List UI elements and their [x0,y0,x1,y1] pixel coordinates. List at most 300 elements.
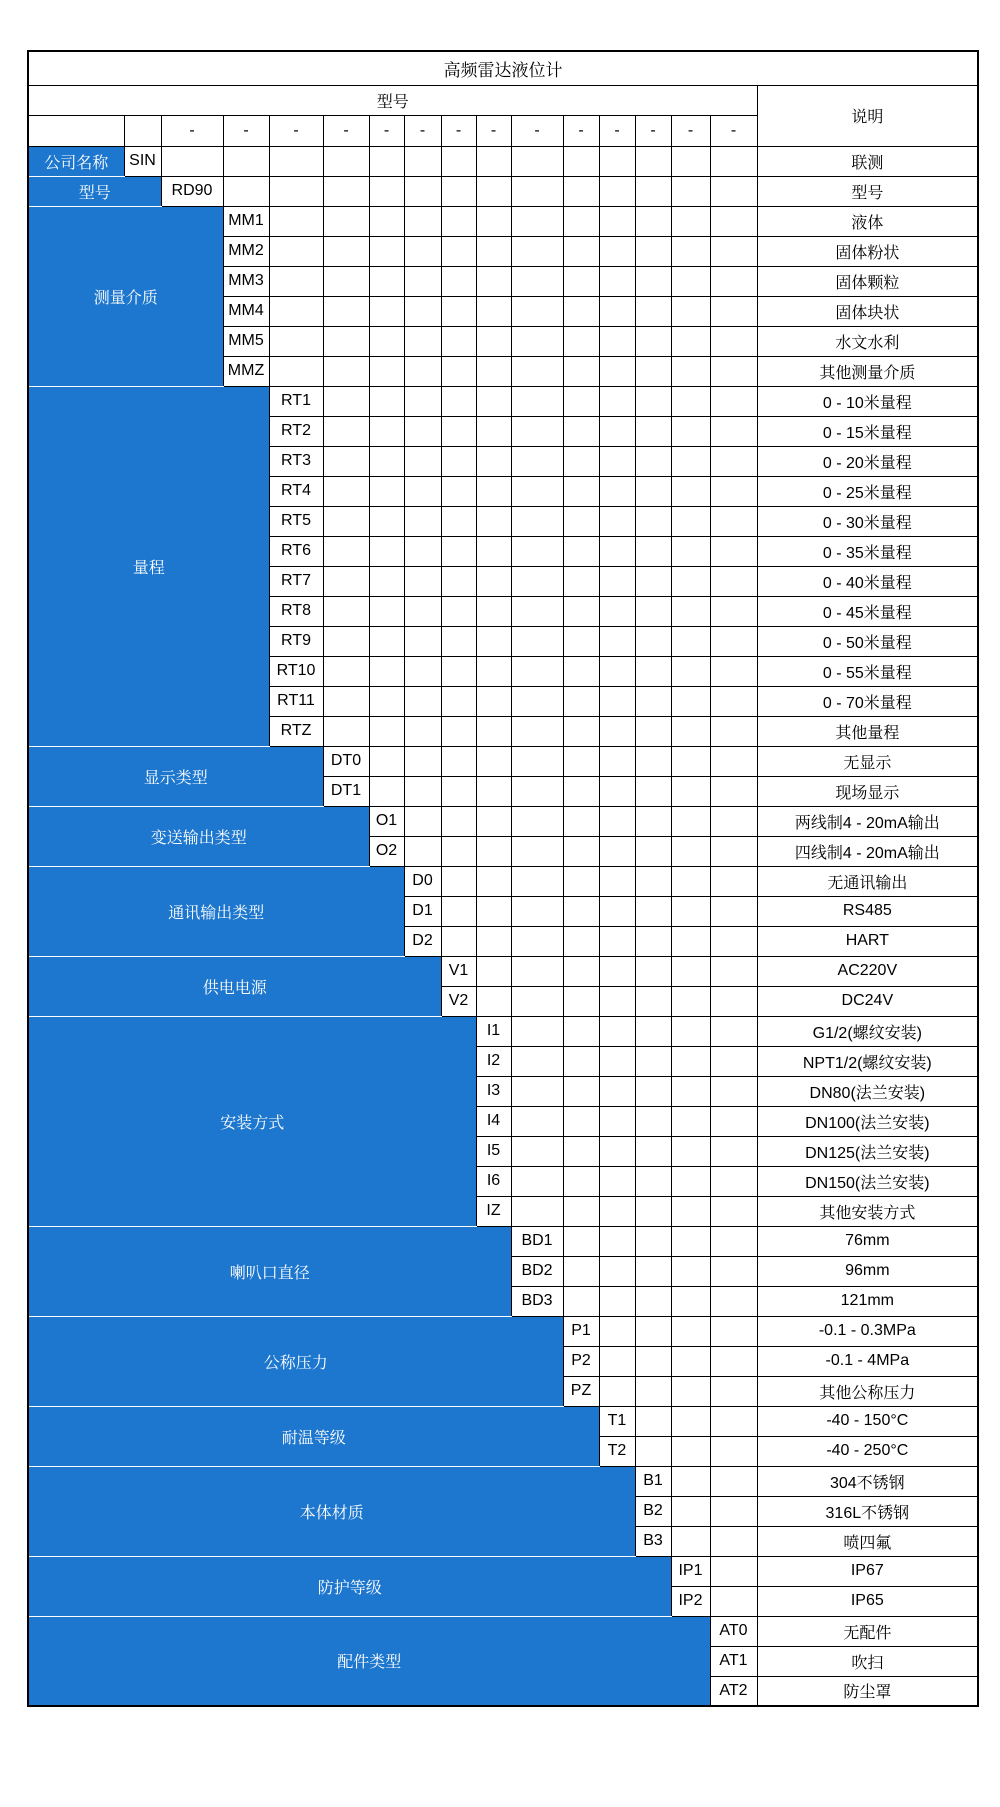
empty-cell [441,866,476,896]
empty-cell [441,716,476,746]
empty-cell [599,956,635,986]
empty-cell [369,356,404,386]
empty-cell [671,1196,710,1226]
empty-cell [635,716,671,746]
empty-cell [369,506,404,536]
description-cell: 固体粉状 [757,236,978,266]
description-cell: IP65 [757,1586,978,1616]
empty-cell [511,266,563,296]
empty-cell [476,326,511,356]
description-cell: IP67 [757,1556,978,1586]
empty-cell [599,1226,635,1256]
table-row [28,146,978,176]
empty-cell [476,626,511,656]
empty-cell [404,536,441,566]
empty-cell [599,356,635,386]
empty-cell [635,1256,671,1286]
empty-cell [599,236,635,266]
empty-cell [563,1046,599,1076]
empty-cell [511,506,563,536]
table-row [28,1466,978,1496]
separator-cell: - [476,115,511,146]
empty-cell [599,146,635,176]
empty-cell [635,536,671,566]
empty-cell [511,1196,563,1226]
description-cell: -40 - 250°C [757,1436,978,1466]
code-cell: I4 [476,1106,511,1136]
empty-cell [599,716,635,746]
empty-cell [323,566,369,596]
code-cell: BD1 [511,1226,563,1256]
empty-cell [710,596,757,626]
empty-cell [511,476,563,506]
empty-cell [671,686,710,716]
description-cell: -40 - 150°C [757,1406,978,1436]
empty-cell [441,446,476,476]
empty-cell [323,716,369,746]
empty-cell [404,506,441,536]
empty-cell [511,836,563,866]
description-cell: -0.1 - 0.3MPa [757,1316,978,1346]
description-cell: 0 - 35米量程 [757,536,978,566]
empty-cell [369,206,404,236]
empty-cell [476,926,511,956]
empty-cell [671,146,710,176]
empty-cell [511,1166,563,1196]
empty-cell [369,626,404,656]
empty-cell [269,296,323,326]
empty-cell [635,656,671,686]
separator-cell: - [404,115,441,146]
empty-cell [635,326,671,356]
empty-cell [511,746,563,776]
empty-cell [563,146,599,176]
table-row [28,806,978,836]
description-cell: 无显示 [757,746,978,776]
description-cell: 两线制4 - 20mA输出 [757,806,978,836]
description-cell: 无配件 [757,1616,978,1646]
code-cell: MM4 [223,296,269,326]
table-row [28,1406,978,1436]
empty-cell [710,236,757,266]
empty-cell [710,446,757,476]
empty-cell [710,1046,757,1076]
empty-cell [635,356,671,386]
separator-cell: - [563,115,599,146]
empty-cell [563,626,599,656]
table-row [28,956,978,986]
empty-cell [441,836,476,866]
separator-cell: - [161,115,223,146]
empty-cell [635,896,671,926]
empty-cell [599,266,635,296]
section-label: 型号 [28,176,161,206]
title-row [28,51,978,85]
empty-cell [404,146,441,176]
empty-cell [671,1166,710,1196]
empty-cell [710,896,757,926]
empty-cell [269,206,323,236]
empty-cell [563,386,599,416]
table-row [28,1226,978,1256]
empty-cell [563,476,599,506]
empty-cell [635,986,671,1016]
empty-cell [404,596,441,626]
empty-cell [635,746,671,776]
empty-cell [671,1526,710,1556]
description-cell: -0.1 - 4MPa [757,1346,978,1376]
description-cell: 四线制4 - 20mA输出 [757,836,978,866]
empty-cell [635,956,671,986]
model-selection-table [27,50,979,1707]
empty-cell [441,236,476,266]
empty-cell [671,746,710,776]
empty-cell [563,866,599,896]
empty-cell [511,176,563,206]
empty-cell [441,206,476,236]
empty-cell [599,536,635,566]
empty-cell [599,1106,635,1136]
empty-cell [671,566,710,596]
empty-cell [671,1346,710,1376]
description-cell: 304不锈钢 [757,1466,978,1496]
empty-cell [404,806,441,836]
empty-cell [671,716,710,746]
empty-cell [710,1466,757,1496]
empty-cell [476,776,511,806]
empty-cell [476,956,511,986]
empty-cell [710,1316,757,1346]
empty-cell [441,686,476,716]
empty-cell [635,236,671,266]
empty-cell [369,446,404,476]
empty-cell [369,386,404,416]
section-label: 公称压力 [28,1316,563,1406]
description-cell: 0 - 20米量程 [757,446,978,476]
empty-cell [476,266,511,296]
empty-cell [671,326,710,356]
empty-cell [441,896,476,926]
empty-cell [511,1016,563,1046]
empty-cell [635,866,671,896]
empty-cell [635,566,671,596]
description-cell: 现场显示 [757,776,978,806]
empty-cell [511,866,563,896]
empty-cell [323,386,369,416]
empty-cell [323,356,369,386]
description-cell: 其他安装方式 [757,1196,978,1226]
empty-cell [563,776,599,806]
empty-cell [511,626,563,656]
empty-cell [671,1436,710,1466]
empty-cell [671,416,710,446]
empty-cell [563,926,599,956]
empty-cell [635,1406,671,1436]
empty-cell [635,1106,671,1136]
description-cell: 防尘罩 [757,1676,978,1706]
code-cell: D2 [404,926,441,956]
separator-cell: - [671,115,710,146]
table-row [28,1616,978,1646]
description-cell: 型号 [757,176,978,206]
table-row [28,206,978,236]
description-cell: 液体 [757,206,978,236]
code-cell: AT2 [710,1676,757,1706]
code-cell: AT1 [710,1646,757,1676]
empty-cell [404,716,441,746]
empty-cell [599,1046,635,1076]
empty-cell [671,296,710,326]
empty-cell [323,416,369,446]
empty-cell [476,296,511,326]
empty-cell [404,266,441,296]
empty-cell [635,1436,671,1466]
empty-cell [323,446,369,476]
empty-cell [269,176,323,206]
empty-cell [269,266,323,296]
code-cell: P2 [563,1346,599,1376]
description-header: 说明 [757,85,978,146]
empty-cell [710,1556,757,1586]
empty-cell [404,446,441,476]
empty-cell [476,596,511,626]
empty-cell [404,386,441,416]
empty-cell [671,596,710,626]
empty-cell [671,446,710,476]
empty-cell [476,416,511,446]
description-cell: 无通讯输出 [757,866,978,896]
empty-cell [511,776,563,806]
empty-cell [635,206,671,236]
empty-cell [563,1226,599,1256]
empty-cell [511,686,563,716]
code-cell: MMZ [223,356,269,386]
empty-cell [599,1016,635,1046]
empty-cell [635,596,671,626]
empty-cell [369,236,404,266]
empty-cell [269,356,323,386]
description-cell: 0 - 55米量程 [757,656,978,686]
empty-cell [511,656,563,686]
empty-cell [441,356,476,386]
empty-cell [223,176,269,206]
empty-cell [563,416,599,446]
empty-cell [599,1076,635,1106]
empty-cell [671,1256,710,1286]
empty-cell [671,236,710,266]
empty-cell [511,416,563,446]
empty-cell [635,1376,671,1406]
empty-cell [599,686,635,716]
empty-cell [599,1136,635,1166]
empty-cell [369,746,404,776]
empty-cell [369,656,404,686]
empty-cell [710,1106,757,1136]
code-cell: RT6 [269,536,323,566]
empty-cell [441,296,476,326]
empty-cell [323,506,369,536]
empty-cell [563,1106,599,1136]
empty-cell [599,326,635,356]
code-cell: IP1 [671,1556,710,1586]
empty-cell [476,866,511,896]
empty-cell [710,926,757,956]
empty-cell [223,146,269,176]
empty-cell [710,836,757,866]
empty-cell [671,356,710,386]
empty-cell [671,206,710,236]
empty-cell [441,596,476,626]
empty-cell [511,1136,563,1166]
empty-cell [599,626,635,656]
section-label: 配件类型 [28,1616,710,1706]
empty-cell [476,656,511,686]
code-cell: AT0 [710,1616,757,1646]
empty-cell [671,1136,710,1166]
empty-cell [599,386,635,416]
empty-cell [710,1406,757,1436]
empty-cell [671,1406,710,1436]
empty-cell [441,926,476,956]
empty-cell [269,236,323,266]
description-cell: 0 - 10米量程 [757,386,978,416]
empty-cell [476,386,511,416]
empty-cell [124,115,161,146]
empty-cell [563,236,599,266]
code-cell: BD2 [511,1256,563,1286]
empty-cell [671,1496,710,1526]
empty-cell [511,806,563,836]
empty-cell [511,1106,563,1136]
description-cell: 0 - 25米量程 [757,476,978,506]
empty-cell [710,476,757,506]
empty-cell [369,176,404,206]
empty-cell [476,746,511,776]
empty-cell [476,896,511,926]
code-cell: O1 [369,806,404,836]
empty-cell [710,266,757,296]
empty-cell [441,536,476,566]
code-cell: B1 [635,1466,671,1496]
description-cell: 0 - 50米量程 [757,626,978,656]
separator-cell: - [369,115,404,146]
empty-cell [369,476,404,506]
code-cell: RT9 [269,626,323,656]
empty-cell [476,806,511,836]
description-cell: 固体颗粒 [757,266,978,296]
empty-cell [511,356,563,386]
empty-cell [671,1106,710,1136]
empty-cell [563,566,599,596]
code-cell: BD3 [511,1286,563,1316]
empty-cell [599,1346,635,1376]
description-cell: 0 - 70米量程 [757,686,978,716]
empty-cell [710,1286,757,1316]
code-cell: RT1 [269,386,323,416]
empty-cell [369,536,404,566]
empty-cell [563,686,599,716]
code-cell: RT11 [269,686,323,716]
empty-cell [599,206,635,236]
code-cell: D1 [404,896,441,926]
page-title: 高频雷达液位计 [28,51,978,85]
empty-cell [511,206,563,236]
empty-cell [671,806,710,836]
separator-cell: - [223,115,269,146]
description-cell: 121mm [757,1286,978,1316]
empty-cell [511,386,563,416]
empty-cell [710,1016,757,1046]
empty-cell [476,506,511,536]
empty-cell [441,806,476,836]
table-row [28,1316,978,1346]
empty-cell [635,386,671,416]
empty-cell [269,146,323,176]
empty-cell [710,146,757,176]
code-cell: SIN [124,146,161,176]
empty-cell [404,776,441,806]
empty-cell [710,566,757,596]
empty-cell [599,806,635,836]
description-cell: DN100(法兰安装) [757,1106,978,1136]
empty-cell [323,536,369,566]
empty-cell [635,146,671,176]
empty-cell [511,926,563,956]
code-cell: B3 [635,1526,671,1556]
empty-cell [563,1196,599,1226]
empty-cell [671,626,710,656]
description-cell: 固体块状 [757,296,978,326]
empty-cell [476,476,511,506]
code-cell: IZ [476,1196,511,1226]
empty-cell [710,1076,757,1106]
empty-cell [599,1316,635,1346]
section-label: 公司名称 [28,146,124,176]
empty-cell [710,1436,757,1466]
empty-cell [710,1376,757,1406]
section-label: 安装方式 [28,1016,476,1226]
empty-cell [323,236,369,266]
empty-cell [476,206,511,236]
separator-cell: - [323,115,369,146]
empty-cell [563,806,599,836]
description-cell: 0 - 30米量程 [757,506,978,536]
empty-cell [710,1346,757,1376]
empty-cell [599,1256,635,1286]
code-cell: IP2 [671,1586,710,1616]
empty-cell [635,1226,671,1256]
empty-cell [323,596,369,626]
empty-cell [563,176,599,206]
empty-cell [563,896,599,926]
empty-cell [476,716,511,746]
empty-cell [476,536,511,566]
empty-cell [635,266,671,296]
description-cell: RS485 [757,896,978,926]
empty-cell [671,506,710,536]
empty-cell [635,506,671,536]
empty-cell [441,776,476,806]
empty-cell [511,596,563,626]
empty-cell [671,776,710,806]
empty-cell [441,266,476,296]
empty-cell [369,686,404,716]
empty-cell [710,1136,757,1166]
empty-cell [635,446,671,476]
empty-cell [710,1256,757,1286]
empty-cell [671,1046,710,1076]
empty-cell [599,896,635,926]
